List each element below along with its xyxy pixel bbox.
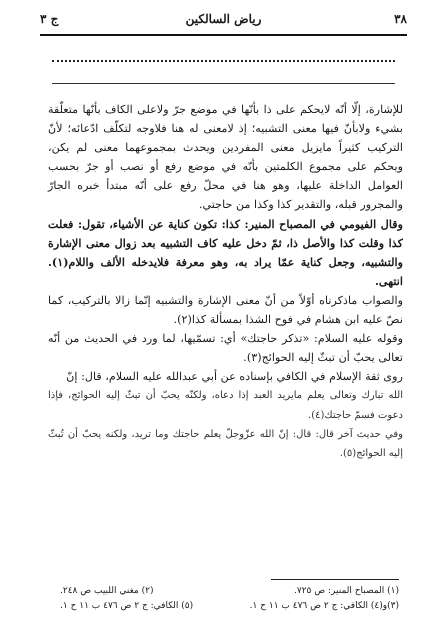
horizontal-rule	[52, 82, 395, 84]
page-header	[40, 8, 407, 36]
paragraph: وقال الفيومي في المصباح المنير: كذا: تكون كناية عن الأشياء، تقول: فعلت كذا وقلت كذا والأصل ذا، ثمّ دخل عليه كاف التشبيه بعد زوال معنى الإشارة والتشبيه، وجعل كناية عمّا يراد به، وهو معرفة فلايدخله الألف واللام(١). انتهى.	[48, 216, 403, 288]
footnote: (٣)و(٤) الكافي: ج ٢ ص ٤٧٦ ب ١١ ح ١.	[249, 601, 399, 611]
hadith-quote: وفي حديث آخر قال: قال: إنّ الله عزّوجلّ يعلم حاجتك وما تريد، ولكنه يحبّ أن تُبثّ إليه الحوائج(٥).	[48, 428, 403, 459]
hadith-quote: الله تبارك وتعالى يعلم مايريد العبد إذا دعاه، ولكنّه يحبّ أن تبثّ إليه الحوائج، فإذا دعوت فسمّ حاجتك(٤).	[48, 390, 403, 421]
footnotes	[60, 584, 399, 614]
paragraph: وقوله عليه السلام: «تذكر حاجتك» أي: تسمّيها، لما ورد في الحديث من أنّه تعالى يحبّ أن تبثّ إليه الحوائج(٣).	[48, 332, 403, 365]
book-title: رياض السالكين	[185, 12, 262, 26]
paragraph: والصواب ماذكرناه أوّلاً من أنّ معنى الإشارة والتشبيه إنّما زالا بالتركيب، كما نصّ عليه ابن هشام في فوح الشذا بمسألة كذا(٢).	[48, 293, 403, 327]
page-number: ٣٨	[394, 12, 407, 26]
footnote-line	[60, 584, 399, 599]
footnote: (٢) مغني اللبيب ص ٢٤٨.	[60, 586, 154, 596]
paragraph: روى ثقة الإسلام في الكافي بإسناده عن أبي عبدالله عليه السلام، قال: إنّ	[66, 370, 403, 384]
footnote-line	[60, 599, 399, 614]
dotted-separator	[52, 58, 395, 62]
footnote-separator	[271, 578, 399, 580]
main-text	[48, 100, 403, 463]
footnote: (١) المصباح المنير: ص ٧٢٥.	[294, 586, 399, 596]
volume-label: ج ٣	[40, 12, 59, 26]
paragraph: للإشارة، إلّا أنّه لايحكم على ذا بأنّها في موضع جرّ ولاعلى الكاف بأنّها متعلّقة بشيء ولابأنّ فيها معنى التشبيه؛ إذ لامعنى له هنا فلاوجه لتكلّف ادّعائه؛ لأنّ التركيب كثيراً مايزيل معنى المفردين ويحدث بمجموعهما معنى لم يكن، ويحكم على مجموع الكلمتين بأنّه في موضع رفع أو نصب أو جرّ بحسب العوامل الداخلة عليها، وهو هنا في محلّ رفع على أنّه مبتدأ خبره الجارّ والمجرور قبله، والتقدير كذا وكذا من حاجتي.	[48, 103, 403, 212]
footnote: (٥) الكافي: ج ٢ ص ٤٧٦ ب ١١ ح ١.	[60, 601, 194, 611]
